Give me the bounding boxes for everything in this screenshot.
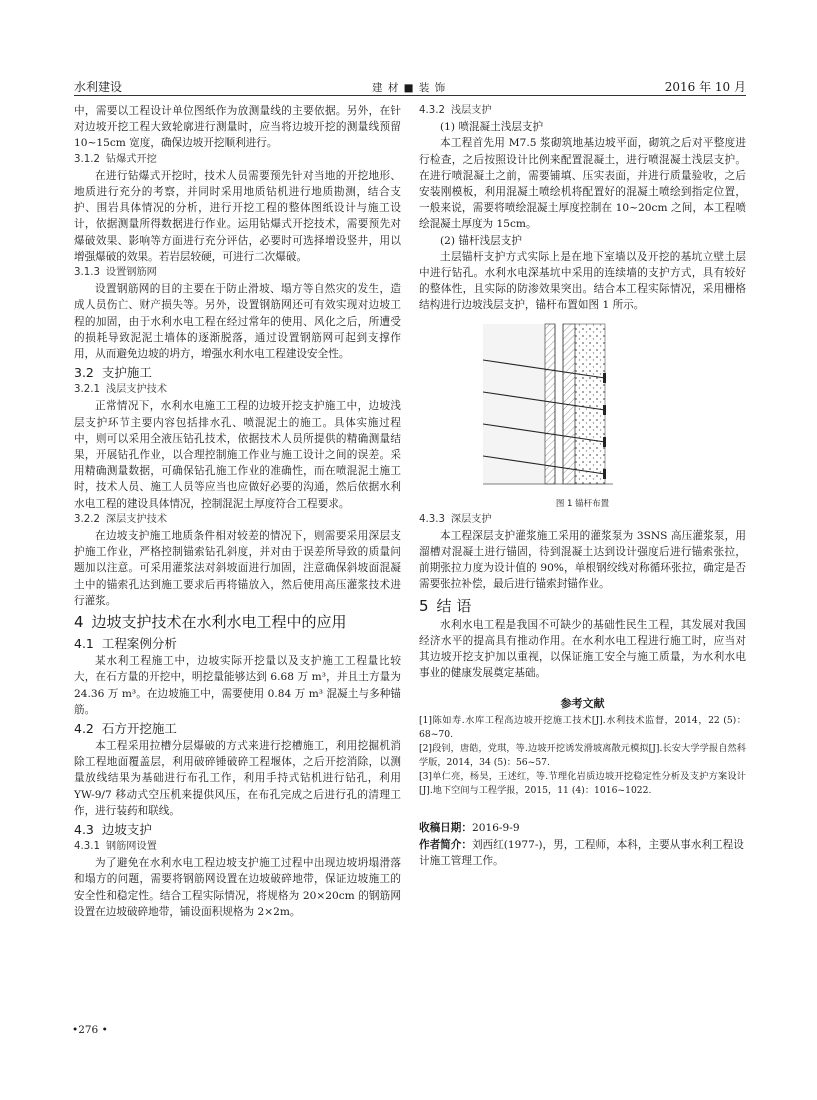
section-number: 3.1.2 xyxy=(74,153,100,165)
references-title: 参考文献 xyxy=(560,697,605,711)
section-number: 4.3 xyxy=(74,821,94,837)
paragraph-intro: 中，需要以工程设计单位图纸作为放测量线的主要依据。另外，在针对边坡开挖工程大致轮廓进行测量时，应当将边坡开挖的测量线预留 10~15cm 宽度，确保边坡开挖顺利进行。 xyxy=(74,105,401,150)
section-title: 工程案例分析 xyxy=(101,636,177,652)
section-title: 深层支护技术 xyxy=(105,513,168,525)
section-heading-4-3 xyxy=(74,820,401,839)
subheading-anchor: (2) 锚杆浅层支护 xyxy=(440,234,522,247)
section-heading-4-1 xyxy=(74,634,401,653)
header-divider xyxy=(74,95,746,96)
section-title: 设置钢筋网 xyxy=(105,267,157,279)
section-number: 3.1.3 xyxy=(74,267,100,279)
author-bio xyxy=(419,837,746,869)
section-heading-4-3-3 xyxy=(419,512,746,528)
paragraph-4-2: 本工程采用拉槽分层爆破的方式来进行挖槽施工，利用挖掘机消除工程地面覆盖层，利用破碎锤破碎工程堰体，之后开挖消除，以测量放线结果为基础进行布孔工作，利用手持式钻机进行钻孔，利用 YW-9/7 移动式空压机来提供风压，在布孔完成之后进行孔的清理工作，进行装药和联线。 xyxy=(74,739,401,817)
figure-caption: 图 1 锚杆布置 xyxy=(555,498,610,509)
subheading-shotcrete: (1) 喷混凝土浅层支护 xyxy=(440,121,544,134)
section-heading-3-1-2 xyxy=(74,152,401,168)
section-heading-3-2-2 xyxy=(74,512,401,528)
section-title: 浅层支护 xyxy=(450,105,492,116)
journal-title: 建 材 ■ 装 饰 xyxy=(372,82,447,94)
author-value: 刘西红(1977-)，男，工程师，本科，主要从事水利工程设计施工管理工作。 xyxy=(419,838,744,867)
section-title: 深层支护 xyxy=(450,513,492,525)
section-number: 3.2.2 xyxy=(74,513,100,525)
paragraph-3-1-2: 在进行钻爆式开挖时，技术人员需要预先针对当地的开挖地形、地质进行充分的考察，并同时采用地质钻机进行地质勘测，结合支护、围岩具体情况的分析，进行开挖工程的整体图纸设计与施工设计，依据测量所得数据进行作业。运用钻爆式开挖技术，需要预先对爆破效果、影响等方面进行充分评估，必要时可选择增设竖井，用以增强爆破的效果。若岩层较硬，可进行二次爆破。 xyxy=(74,169,401,263)
section-heading-4 xyxy=(74,611,401,633)
section-number: 5 xyxy=(419,596,429,615)
paragraph-4-3-3: 本工程深层支护灌浆施工采用的灌浆泵为 3SNS 高压灌浆泵，用溜槽对混凝土进行锚固，待到混凝土达到设计强度后进行锚索张拉，前期张拉力度为设计值的 90%，单根钢绞线对称循环张拉，确定是否需要张拉补偿，最后进行锚索封锚作业。 xyxy=(419,529,746,591)
paragraph-5: 水利水电工程是我国不可缺少的基础性民生工程，其发展对我国经济水平的提高具有推动作用。在水利水电工程进行施工时，应当对其边坡开挖支护加以重视，以保证施工安全与施工质量，为水利水电事业的健康发展奠定基础。 xyxy=(419,618,746,680)
section-heading-4-3-1 xyxy=(74,839,401,855)
section-heading-3-1-3 xyxy=(74,265,401,281)
section-title: 支护施工 xyxy=(101,365,152,381)
section-title: 边坡支护技术在水利水电工程中的应用 xyxy=(91,613,347,632)
received-label: 收稿日期： xyxy=(419,822,472,835)
section-title: 结 语 xyxy=(436,596,472,615)
section-heading-4-3-2 xyxy=(419,103,746,119)
paragraph-4-3-1: 为了避免在水利水电工程边坡支护施工过程中出现边坡坍塌滑落和塌方的问题，需要将钢筋网设置在边坡破碎地带，保证边坡施工的安全性和稳定性。结合工程实际情况，将规格为 20×20cm 的钢筋网设置在边坡破碎地带，铺设面积规格为 2×2m。 xyxy=(74,857,401,918)
section-number: 4 xyxy=(74,613,84,632)
section-number: 4.3.3 xyxy=(419,513,445,525)
anchor-layout-drawing xyxy=(483,320,683,490)
section-number: 4.3.1 xyxy=(74,840,100,852)
section-title: 边坡支护 xyxy=(101,821,152,837)
section-number: 3.2 xyxy=(74,365,94,381)
page-number: •276 • xyxy=(72,1024,108,1036)
received-date xyxy=(419,820,746,836)
anchor-layout-figure xyxy=(419,320,746,495)
paragraph-3-2-1: 正常情况下，水利水电施工工程的边坡开挖支护施工中，边坡浅层支护环节主要内容包括排水孔、喷混泥土的施工。具体实施过程中，则可以采用全液压钻孔技术，依据技术人员所提供的精确测量结果，开展钻孔作业，以合理控制施工作业与施工设计之间的误差。采用精确测量数据，可确保钻孔施工作业的准确性，而在喷混泥土施工时，技术人员、施工人员等应当也应做好必要的沟通，然后依据水利水电工程的建设具体情况，控制混泥土厚度符合工程要求。 xyxy=(74,400,401,510)
right-column xyxy=(419,103,746,869)
section-heading-5 xyxy=(419,595,746,617)
section-title: 浅层支护技术 xyxy=(105,384,168,396)
journal-section-name: 水利建设 xyxy=(74,80,123,94)
received-value: 2016-9-9 xyxy=(471,822,520,835)
references-list xyxy=(419,714,746,798)
issue-date: 2016 年 10 月 xyxy=(664,80,746,94)
section-number: 3.2.1 xyxy=(74,384,100,396)
section-title: 钻爆式开挖 xyxy=(105,153,157,165)
paragraph-3-1-3: 设置钢筋网的目的主要在于防止滑坡、塌方等自然灾的发生，造成人员伤亡、财产损失等。另外，设置钢筋网还可有效实现对边坡工程的加固，由于水利水电工程在经过常年的使用、风化之后，所遭受的损耗导致泥泥土墙体的逐渐脱落，通过设置钢筋网可起到支撑作用，从而避免边坡的坍方，增强水利水电工程建设安全性。 xyxy=(74,283,401,361)
paragraph-4-3-2-b: 土层锚杆支护方式实际上是在地下室墙以及开挖的基坑立壁土层中进行钻孔。水利水电深基坑中采用的连续墙的支护方式，具有较好的整体性，且实际的防渗效果突出。结合本工程实际情况，采用栅格结构进行边坡浅层支护，锚杆布置如图 1 所示。 xyxy=(419,250,746,312)
page-header xyxy=(74,70,746,94)
section-title: 石方开挖施工 xyxy=(101,720,177,736)
paragraph-3-2-2: 在边坡支护施工地质条件相对较差的情况下，则需要采用深层支护施工作业，严格控制锚索钻孔斜度，并对由于误差所导致的质量问题加以注意。可采用灌浆法对斜坡面进行加固，注意确保斜坡面混凝土中的锚索孔达到施工要求后再将锚放入，然后使用高压灌浆技术进行灌浆。 xyxy=(74,530,401,607)
section-heading-3-2 xyxy=(74,363,401,382)
section-title: 钢筋网设置 xyxy=(105,840,157,852)
section-number: 4.2 xyxy=(74,720,94,736)
reference-entry: [2]段钊，唐皓，党琪，等.边坡开挖诱发滑坡离散元模拟[J].长安大学学报自然科学版，2014，34 (5)：56~57. xyxy=(419,743,746,769)
left-column xyxy=(74,103,401,920)
article-meta xyxy=(419,820,746,869)
reference-entry: [3]单仁亮，杨昊，王述红，等.节理化岩质边坡开挖稳定性分析及支护方案设计[J].地下空间与工程学报，2015，11 (4)：1016~1022. xyxy=(419,771,746,797)
paragraph-4-3-2-a: 本工程首先用 M7.5 浆砌筑地基边坡平面，砌筑之后对平整度进行检查，之后按照设计比例来配置混凝土，进行喷混凝土浅层支护。在进行喷混凝土之前，需要铺填、压实表面，并进行质量验收，之后安装刚模板，利用混凝土喷绘机将配置好的混凝土喷绘到指定位置，一般来说，需要将喷绘混凝土厚度控制在 10~20cm 之间，本工程喷绘混凝土厚度为 15cm。 xyxy=(419,137,746,231)
section-number: 4.1 xyxy=(74,636,94,652)
paragraph-4-1: 某水利工程施工中，边坡实际开挖量以及支护施工工程量比较大，在石方量的开挖中，明挖量能够达到 6.68 万 m³，并且土方量为 24.36 万 m³。在边坡施工中，需要使用 0.84 万 m³ 混凝土与多种锚筋。 xyxy=(74,655,401,716)
section-heading-3-2-1 xyxy=(74,382,401,398)
reference-entry: [1]陈如寿.水库工程高边坡开挖施工技术[J].水利技术监督，2014，22 (5)：68~70. xyxy=(419,715,746,741)
section-number: 4.3.2 xyxy=(419,105,445,116)
author-label: 作者简介： xyxy=(419,838,472,851)
section-heading-4-2 xyxy=(74,719,401,738)
